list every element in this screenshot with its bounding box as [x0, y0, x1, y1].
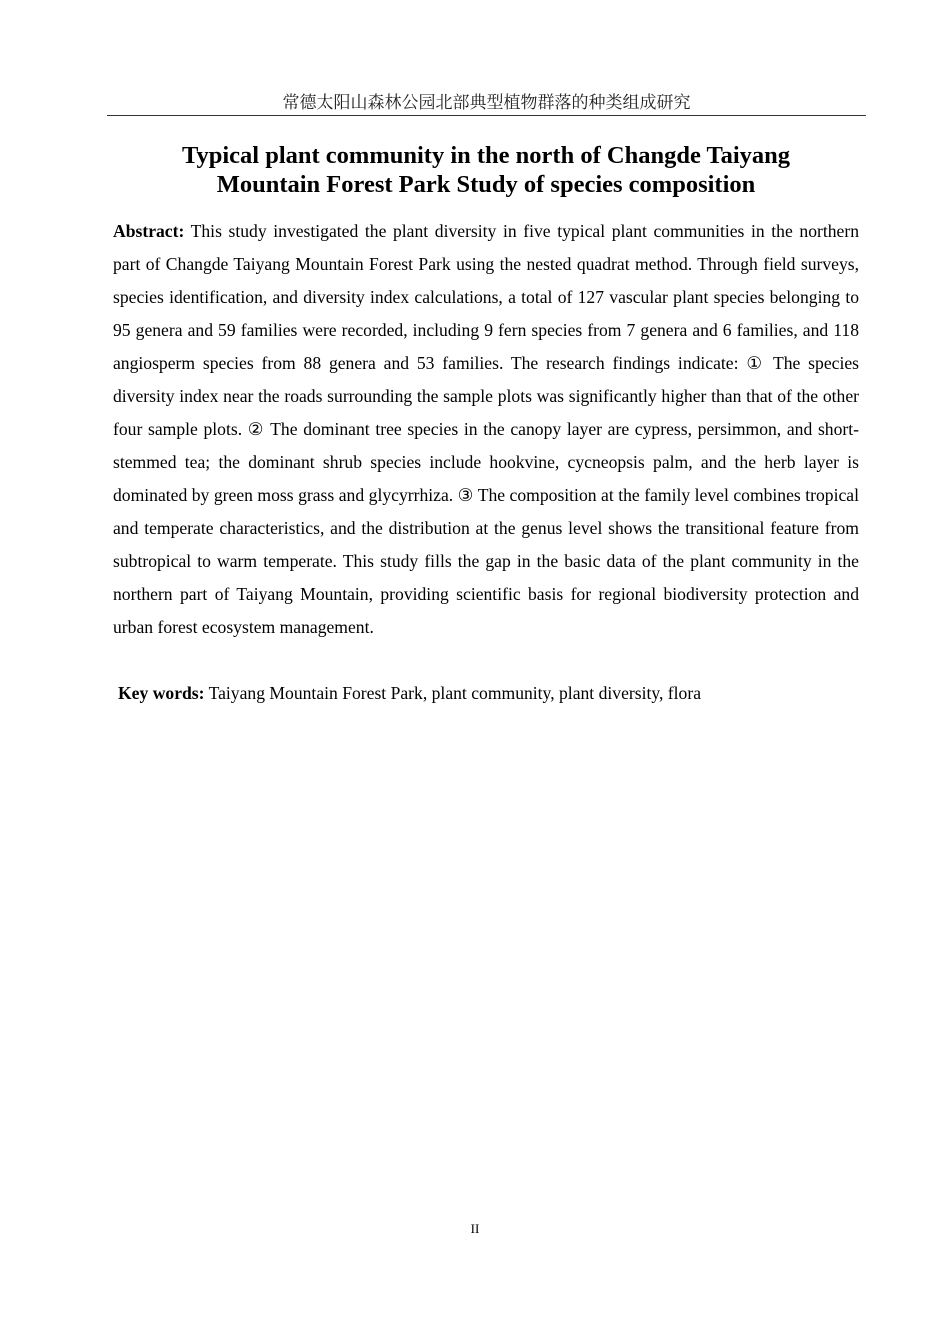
paper-title — [113, 141, 859, 199]
title-line-1: Typical plant community in the north of Changde Taiyang — [181, 142, 791, 169]
keywords-label: Key words: — [118, 683, 205, 703]
page-number: II — [470, 1221, 480, 1236]
abstract-paragraph — [113, 215, 859, 644]
abstract-label: Abstract: — [113, 221, 185, 241]
abstract-text: This study investigated the plant diversity in five typical plant communities in the northern part of Changde Taiyang Mountain Forest Park using the nested quadrat method. Through field surveys, species identification, and diversity index calculations, a total of 127 vascular plant species belonging to 95 genera and 59 families were recorded, including 9 fern species from 7 genera and 6 families, and 118 angiosperm species from 88 genera and 53 families. The research findings indicate: ① The species diversity index near the roads surrounding the sample plots was significantly higher than that of the other four sample plots. ② The dominant tree species in the canopy layer are cypress, persimmon, and short-stemmed tea; the dominant shrub species include hookvine, cycneopsis palm, and the herb layer is dominated by green moss grass and glycyrrhiza. ③ The composition at the family level combines tropical and temperate characteristics, and the distribution at the genus level shows the transitional feature from subtropical to warm temperate. This study fills the gap in the basic data of the plant community in the northern part of Taiyang Mountain, providing scientific basis for regional biodiversity protection and urban forest ecosystem management. — [113, 221, 859, 637]
keywords-text: Taiyang Mountain Forest Park, plant community, plant diversity, flora — [204, 683, 702, 703]
keywords-paragraph — [118, 677, 859, 710]
header-rule — [107, 115, 866, 116]
running-header: 常德太阳山森林公园北部典型植物群落的种类组成研究 — [282, 93, 691, 112]
title-line-2: Mountain Forest Park Study of species composition — [216, 171, 756, 198]
